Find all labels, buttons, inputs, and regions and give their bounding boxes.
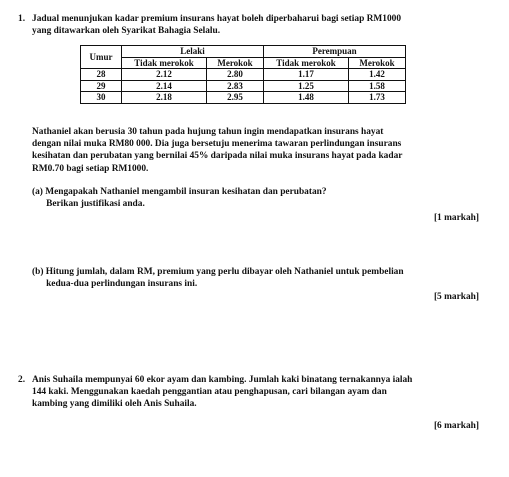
question-2-marks: [6 markah] [433, 421, 479, 431]
question-1-intro-line: yang ditawarkan oleh Syarikat Bahagia Selalu. [32, 26, 221, 37]
question-1-number: 1. [18, 14, 26, 24]
question-2-line: kambing yang dimiliki oleh Anis Suhaila. [32, 399, 197, 410]
question-1-scenario [32, 126, 482, 175]
table-header-row [81, 46, 406, 58]
question-1a-line: Berikan justifikasi anda. [32, 199, 145, 210]
male-header: Lelaki [122, 46, 264, 58]
male-non-smoker-header: Tidak merokok [122, 57, 207, 69]
table-row [81, 80, 406, 92]
female-non-smoker-header: Tidak merokok [264, 57, 349, 69]
rate-cell: 2.95 [207, 92, 264, 104]
question-1-intro-line: Jadual menunjukan kadar premium insurans hayat boleh diperbaharui bagi setiap RM1000 [32, 14, 402, 24]
rate-cell: 1.48 [264, 92, 349, 104]
question-1a-line: (a) Mengapakah Nathaniel mengambil insuran kesihatan dan perubatan? [32, 187, 327, 197]
table-subheader-row [81, 57, 406, 69]
age-cell: 28 [81, 69, 122, 81]
scenario-line: dengan nilai muka RM80 000. Dia juga bersetuju menerima tawaran perlindungan insurans [32, 139, 402, 150]
question-1b-line: kedua-dua perlindungan insurans ini. [32, 279, 198, 290]
rate-cell: 2.80 [207, 69, 264, 81]
premium-rate-table [80, 45, 406, 104]
scenario-line: kesihatan dan perubatan yang bernilai 45% daripada nilai muka insurans hayat pada kadar [32, 151, 403, 162]
question-1b-marks: [5 markah] [433, 292, 479, 302]
scenario-line: RM0.70 bagi setiap RM1000. [32, 163, 149, 174]
rate-cell: 1.73 [349, 92, 406, 104]
table-row [81, 69, 406, 81]
rate-cell: 2.83 [207, 80, 264, 92]
question-1b-line: (b) Hitung jumlah, dalam RM, premium yang perlu dibayar oleh Nathaniel untuk pembelian [32, 267, 404, 277]
female-smoker-header: Merokok [349, 57, 406, 69]
rate-cell: 2.12 [122, 69, 207, 81]
question-1a-marks: [1 markah] [433, 213, 479, 223]
rate-cell: 2.18 [122, 92, 207, 104]
question-2-number: 2. [18, 375, 26, 385]
question-2-line: 144 kaki. Menggunakan kaedah penggantian atau penghapusan, cari bilangan ayam dan [32, 387, 387, 398]
rate-cell: 1.17 [264, 69, 349, 81]
question-1a [32, 186, 472, 210]
age-cell: 29 [81, 80, 122, 92]
table-row [81, 92, 406, 104]
scenario-line: Nathaniel akan berusia 30 tahun pada hujung tahun ingin mendapatkan insurans hayat [32, 127, 384, 137]
age-header: Umur [81, 46, 122, 69]
age-cell: 30 [81, 92, 122, 104]
rate-cell: 1.58 [349, 80, 406, 92]
rate-cell: 1.25 [264, 80, 349, 92]
rate-cell: 2.14 [122, 80, 207, 92]
male-smoker-header: Merokok [207, 57, 264, 69]
question-1b [32, 266, 472, 290]
question-2-line: Anis Suhaila mempunyai 60 ekor ayam dan kambing. Jumlah kaki binatang ternakannya ialah [32, 375, 413, 385]
rate-cell: 1.42 [349, 69, 406, 81]
question-1-intro [32, 13, 480, 37]
female-header: Perempuan [264, 46, 406, 58]
question-2-text [32, 374, 484, 411]
